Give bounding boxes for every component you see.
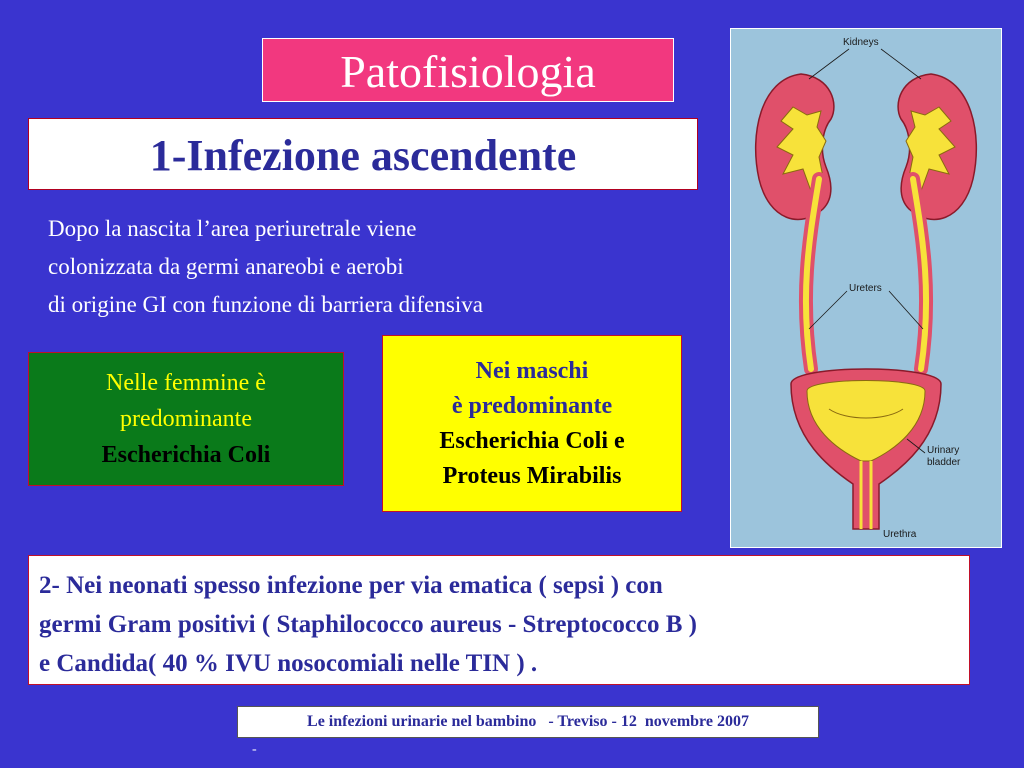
intro-line: Dopo la nascita l’area periuretrale viene bbox=[48, 216, 417, 241]
label-urethra: Urethra bbox=[883, 529, 917, 540]
male-box-line: è predominante bbox=[451, 392, 613, 419]
urinary-tract-svg bbox=[731, 29, 1001, 547]
footer-caption: Le infezioni urinarie nel bambino - Treviso - 12 novembre 2007 bbox=[237, 706, 819, 738]
male-pathogen-box bbox=[382, 335, 682, 512]
neonatal-infection-box bbox=[28, 555, 970, 685]
intro-paragraph bbox=[48, 210, 708, 324]
intro-line: colonizzata da germi anareobi e aerobi bbox=[48, 254, 404, 279]
female-box-pathogen: Escherichia Coli bbox=[101, 442, 271, 468]
section-heading: 1-Infezione ascendente bbox=[28, 118, 698, 190]
footer-mark: - bbox=[252, 742, 257, 757]
label-ureters: Ureters bbox=[849, 283, 882, 294]
label-bladder: bladder bbox=[927, 457, 961, 468]
male-box-pathogen: Proteus Mirabilis bbox=[442, 462, 622, 489]
female-pathogen-box bbox=[28, 352, 344, 486]
female-box-line: Nelle femmine è bbox=[106, 370, 266, 396]
neonatal-line: germi Gram positivi ( Staphilococco aureus - Streptococco B ) bbox=[39, 611, 698, 638]
intro-line: di origine GI con funzione di barriera difensiva bbox=[48, 292, 483, 317]
label-urinary: Urinary bbox=[927, 445, 960, 456]
neonatal-line: e Candida( 40 % IVU nosocomiali nelle TIN ) . bbox=[39, 650, 538, 677]
neonatal-line: 2- Nei neonati spesso infezione per via ematica ( sepsi ) con bbox=[39, 572, 663, 599]
female-box-line: predominante bbox=[120, 406, 252, 432]
male-box-line: Nei maschi bbox=[475, 357, 589, 384]
slide-title: Patofisiologia bbox=[262, 38, 674, 102]
label-kidneys: Kidneys bbox=[843, 37, 879, 48]
urinary-tract-illustration bbox=[730, 28, 1002, 548]
male-box-pathogen: Escherichia Coli e bbox=[439, 427, 625, 454]
